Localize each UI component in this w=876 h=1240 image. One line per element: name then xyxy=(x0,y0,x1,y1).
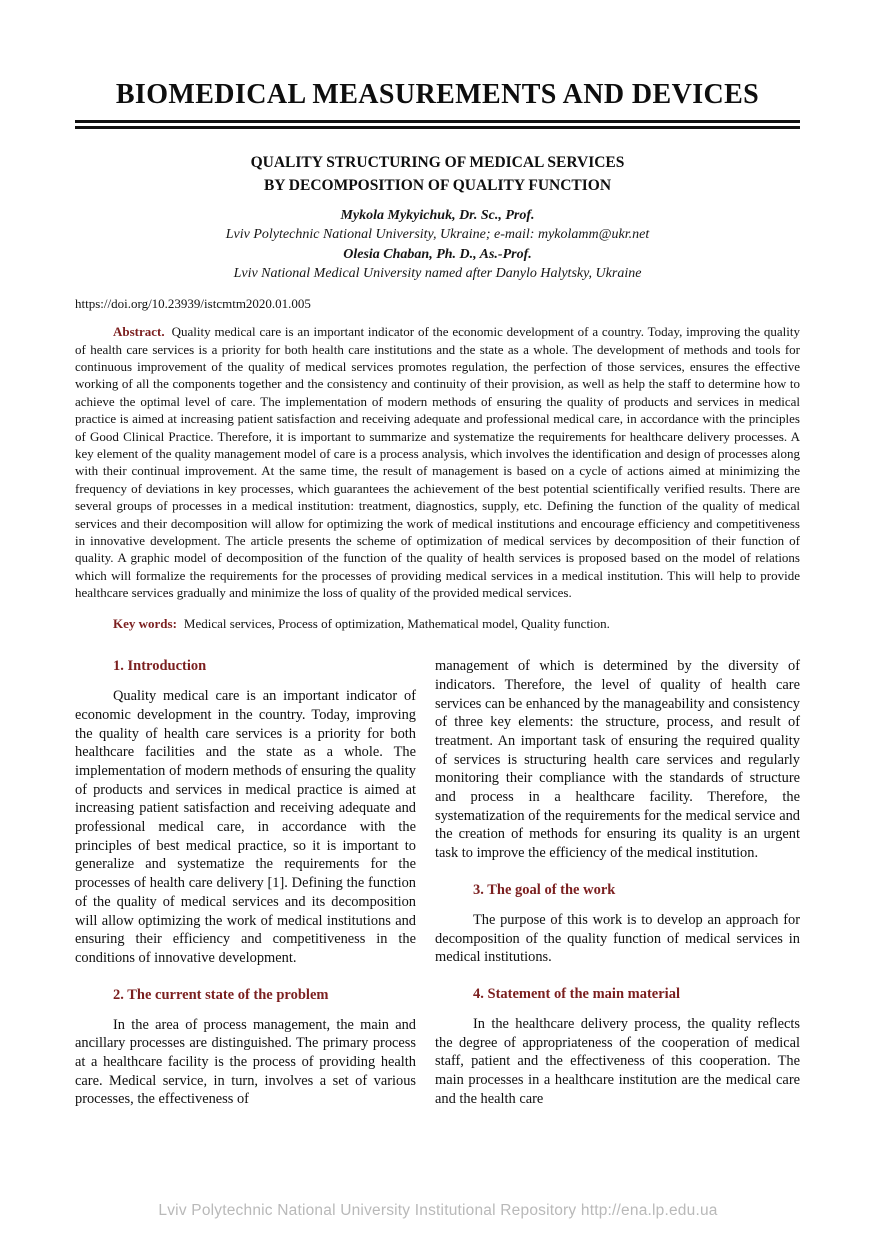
author-name-2: Olesia Chaban, Ph. D., As.-Prof. xyxy=(343,246,532,262)
goal-paragraph: The purpose of this work is to develop an approach for decomposition of the quality function of medical services in medical institutions. xyxy=(435,911,800,966)
journal-title: BIOMEDICAL MEASUREMENTS AND DEVICES xyxy=(115,79,760,110)
doi-link: https://doi.org/10.23939/istcmtm2020.01.005 xyxy=(75,296,311,312)
author-affiliation-1: Lviv Polytechnic National University, Ukraine; e-mail: mykolamm@ukr.net xyxy=(225,227,650,243)
right-column xyxy=(435,657,800,1109)
article-title-line2: BY DECOMPOSITION OF QUALITY FUNCTION xyxy=(263,177,612,194)
section-heading-introduction: 1. Introduction xyxy=(113,658,207,675)
keywords-label: Key words: xyxy=(113,615,177,631)
article-title-line1: QUALITY STRUCTURING OF MEDICAL SERVICES xyxy=(250,154,625,171)
section-heading-goal: 3. The goal of the work xyxy=(473,881,616,898)
keywords-text: Medical services, Process of optimization, Mathematical model, Quality function. xyxy=(183,615,610,631)
keywords-line xyxy=(75,615,800,632)
abstract-paragraph xyxy=(75,323,800,602)
authors-block xyxy=(75,206,800,283)
header-double-rule xyxy=(75,120,800,129)
two-column-body xyxy=(75,657,800,1109)
abstract-label: Abstract. xyxy=(113,324,165,340)
author-affiliation-2: Lviv National Medical University named after Danylo Halytsky, Ukraine xyxy=(233,265,642,281)
abstract-text: Quality medical care is an important indicator of the economic development of a country. Today, improving the quality of health care services is a priority for both health care institutions and the state as a whole. The development of methods and tools for continuous improvement of the quality of medical services promotes regulation, the perfection of those services, ensures the effective working of all the components together and the consistency and continuity of their provision, as well as help the staff to determine how to achieve the optimal level of care. The implementation of modern methods of ensuring the quality of products and services in medical practice is aimed at increasing patient satisfaction and receiving adequate and professional medical care, in accordance with the principles of Good Clinical Practice. Therefore, it is important to summarize and systematize the requirements for healthcare delivery processes. A key element of the quality management model of care is a process analysis, which involves the identification and design of processes along with their continual improvement. At the same time, the result of management is based on a cycle of actions aimed at minimizing the frequency of deviations in key processes, which guarantees the achievement of the best potential scientifically verified results. There are several groups of processes in a medical institution: treatment, diagnostics, supply, etc. Defining the function of the quality of medical services and their decomposition will allow for optimizing the work of medical institutions and encourage efficiency and competitiveness in innovative development. The article presents the scheme of optimization of medical services by decomposition of their function of quality. A graphic model of decomposition of the function of the quality of health services is proposed based on the model of relations which will formalize the requirements for the processes of providing medical services in a medical institution. This will help to provide healthcare services gradually and minimize the loss of quality of the provided medical services. xyxy=(75,324,800,601)
current-state-paragraph: In the area of process management, the main and ancillary processes are distinguished. The primary process at a healthcare facility is the process of providing health care. Medical service, in turn, involves a set of various processes, the effectiveness of xyxy=(75,1016,416,1108)
introduction-paragraph: Quality medical care is an important indicator of economic development in the country. Today, improving the quality of health care services is a priority for both healthcare facilities and the state as a whole. The implementation of modern methods of ensuring the quality of products and services in medical practice is aimed at increasing patient satisfaction and receiving adequate and professional medical care, in accordance with the principles of best medical practice, so it is important to generalize and systematize the requirements for the processes of health care delivery [1]. Defining the function of the quality of medical services and its decomposition will allow optimizing the work of medical institutions and ensuring their efficiency and competitiveness in the conditions of innovative development. xyxy=(75,688,416,966)
introduction-continuation-paragraph: management of which is determined by the diversity of indicators. Therefore, the level of quality of health care services can be enhanced by the manageability and consistency of three key elements: the structure, process, and result of treatment. An important task of ensuring the required quality of services is structuring health care services and regularly monitoring their compliance with the standards of structure and process in a healthcare facility. Therefore, the systematization of the requirements for the medical service and the creation of methods for ensuring its quality is an urgent task to improve the efficiency of the medical institution. xyxy=(435,658,800,862)
section-heading-current-state: 2. The current state of the problem xyxy=(113,986,329,1003)
main-material-paragraph: In the healthcare delivery process, the quality reflects the degree of appropriateness of the cooperation of medical staff, patient and the effectiveness of this cooperation. The main processes in a healthcare institution are the medical care and the health care xyxy=(435,1015,800,1107)
author-name-1: Mykola Mykyichuk, Dr. Sc., Prof. xyxy=(340,208,535,223)
repository-footer: Lviv Polytechnic National University Institutional Repository http://ena.lp.edu.ua xyxy=(158,1202,718,1219)
article-title xyxy=(75,151,800,197)
section-heading-main-material: 4. Statement of the main material xyxy=(473,985,680,1002)
left-column xyxy=(75,657,416,1109)
